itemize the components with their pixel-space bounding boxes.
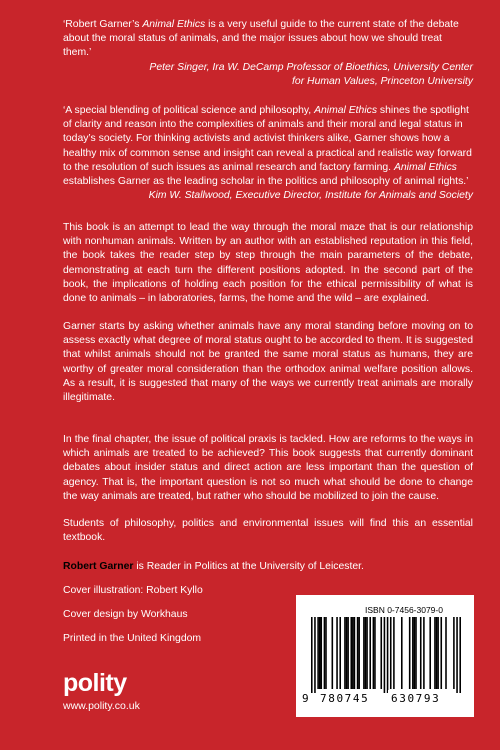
endorsement-text	[63, 18, 473, 61]
blurb-paragraph: Garner starts by asking whether animals have any moral standing before moving on to assess exactly what degree of moral status ought to be accorded to them. It is suggested that whilst animals should not be granted the same moral status as humans, they are worthy of greater moral consideration than the orthodox animal welfare position allows. As a result, it is suggested that many of the ways we currently treat animals are morally illegitimate.	[63, 321, 473, 404]
barcode-bar	[336, 617, 338, 689]
barcode-bar	[350, 617, 352, 689]
barcode-bar	[429, 617, 431, 689]
quote-text-end: establishes Garner as the leading scholar in the politics and philosophy of animal rights.’	[63, 176, 469, 188]
endorsement-attribution	[63, 61, 473, 89]
barcode-left-digits: 780745	[320, 692, 370, 705]
barcode-bar	[363, 617, 365, 689]
barcode-bar	[415, 617, 417, 689]
barcode-bar	[387, 617, 389, 693]
barcode-bar	[393, 617, 395, 689]
barcode-bar	[434, 617, 436, 689]
barcode-bar	[453, 617, 455, 689]
barcode-bar	[344, 617, 346, 689]
printed-in: Printed in the United Kingdom	[63, 633, 202, 644]
barcode-bar	[369, 617, 371, 689]
barcode-icon	[311, 617, 461, 693]
barcode-bar	[346, 617, 348, 689]
author-bio	[63, 560, 364, 574]
blurb-paragraph: This book is an attempt to lead the way through the moral maze that is our relationship with nonhuman animals. Written by an author with an established reputation in this field, the book takes the reader step by step through the main parameters of the debate, demonstrating at each turn the different positions adopted. In the second part of the book, the implications of holding each position for the ethical permissibility of what is done to animals – in laboratories, farms, the home and the wild – are explained.	[63, 222, 473, 305]
barcode-bar	[365, 617, 367, 689]
attribution-line: for Human Values, Princeton University	[292, 75, 473, 87]
barcode-bar	[414, 617, 416, 689]
barcode-bar	[319, 617, 321, 689]
barcode-bar	[339, 617, 341, 689]
blurb-paragraph: Students of philosophy, politics and environmental issues will find this an essential textbook.	[63, 518, 473, 544]
barcode-bar	[311, 617, 313, 693]
barcode-bar	[332, 617, 334, 689]
barcode-bar	[409, 617, 411, 689]
endorsement-text	[63, 104, 473, 189]
quote-text-middle: shines the spotlight of clarity and reason into the complexities of animals and their moral and legal status in today’s society. For thinking activists and activist thinkers alike, Garner shows how a healthy mix of common sense and insight can reveal a practical and realistic way forward to the resolution of such issues as animal research and factory farming.	[63, 105, 472, 173]
barcode-bar	[384, 617, 386, 693]
barcode-bar	[401, 617, 403, 689]
illustration-credit: Cover illustration: Robert Kyllo	[63, 585, 203, 596]
endorsement-stallwood	[63, 104, 473, 203]
barcode-first-digit: 9	[302, 692, 309, 705]
quote-text-start: ‘Robert Garner’s	[63, 19, 143, 30]
barcode-bar	[352, 617, 354, 689]
blurb-paragraph: In the final chapter, the issue of political praxis is tackled. How are reforms to the ways in which animals are treated to be achieved? This book suggests that currently dominant debates about insider status and direct action are less important than the question of agency. That is, the important question is not so much what should be done to change the way animals are treated, but rather who should be mobilized to join the cause.	[63, 434, 473, 502]
barcode-bar	[354, 617, 356, 689]
isbn-label: ISBN 0-7456-3079-0	[365, 605, 443, 615]
book-title: Animal Ethics	[393, 161, 457, 173]
endorsement-attribution: Kim W. Stallwood, Executive Director, Institute for Animals and Society	[148, 190, 473, 202]
barcode-bar	[366, 617, 368, 689]
author-name: Robert Garner	[63, 561, 134, 572]
barcode-bar	[436, 617, 438, 689]
barcode-bar	[412, 617, 414, 689]
polity-logo: polity	[63, 669, 127, 697]
barcode-bar	[423, 617, 425, 689]
barcode-bar	[325, 617, 327, 689]
book-title: Animal Ethics	[142, 19, 206, 30]
barcode-bar	[437, 617, 439, 689]
author-bio-text: is Reader in Politics at the University of Leicester.	[133, 561, 364, 572]
barcode-bar	[320, 617, 322, 689]
endorsement-singer	[63, 18, 473, 89]
barcode-bar	[420, 617, 422, 689]
quote-text-end: is a very useful guide to the current state of the debate about the moral status of animals, and the major issues about how we should treat them.’	[63, 19, 459, 59]
quote-text-start: ‘A special blending of political science and philosophy,	[63, 105, 315, 116]
barcode-right-digits: 630793	[391, 692, 441, 705]
barcode-bar	[347, 617, 349, 689]
barcode-bar	[358, 617, 360, 689]
barcode-bar	[380, 617, 382, 689]
barcode-bar	[445, 617, 447, 689]
barcode-bar	[374, 617, 376, 689]
barcode-bar	[456, 617, 458, 693]
barcode-bar	[317, 617, 319, 689]
barcode-bar	[440, 617, 442, 689]
barcode-bar	[324, 617, 326, 689]
barcode-bar	[314, 617, 316, 693]
barcode-bar	[459, 617, 461, 693]
publisher-url: www.polity.co.uk	[63, 700, 140, 712]
barcode-bar	[373, 617, 375, 689]
book-title: Animal Ethics	[314, 105, 378, 116]
barcode-bar	[357, 617, 359, 689]
barcode-bar	[390, 617, 392, 689]
design-credit: Cover design by Workhaus	[63, 609, 188, 620]
attribution-line: Peter Singer, Ira W. DeCamp Professor of Bioethics, University Center	[149, 61, 473, 73]
